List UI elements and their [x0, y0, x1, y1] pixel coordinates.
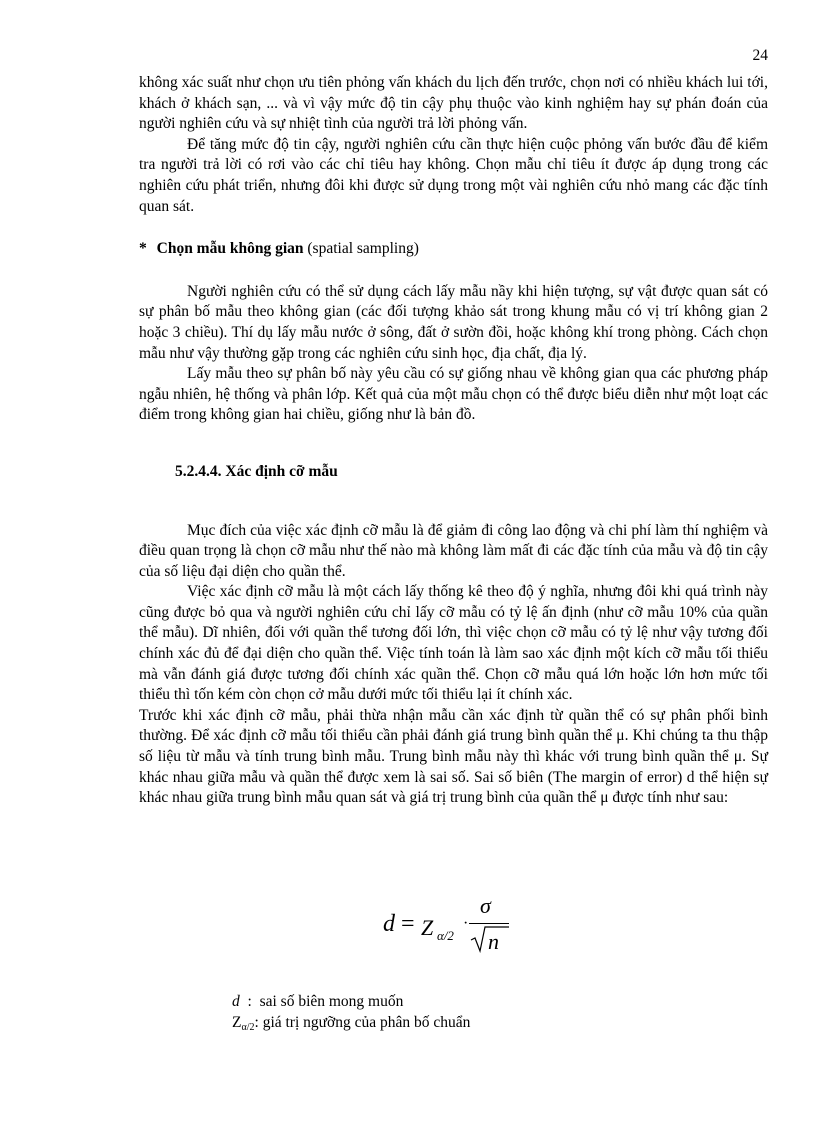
- paragraph-sample-size-3: Trước khi xác định cỡ mẫu, phải thừa nhận mẫu cần xác định từ quần thể có sự phân phối bình thường. Để xác định cỡ mẫu tối thiểu cần phải đánh giá trung bình quần thể μ. Khi chúng ta thu thập số liệu từ mẫu và tính trung bình mẫu. Trung bình mẫu này thì khác với trung bình quần thể μ. Sự khác nhau giữa mẫu và quần thể được xem là sai số. Sai số biên (The margin of error) d thể hiện sự khác nhau giữa trung bình mẫu quan sát và giá trị trung bình của quần thể μ được tính như sau:: [139, 706, 768, 807]
- definition-z: [232, 1012, 470, 1038]
- formula-denominator-sqrt: [469, 925, 509, 953]
- formula-equals: =: [401, 911, 415, 937]
- body-text: [139, 73, 768, 809]
- spatial-sampling-heading: [139, 239, 768, 260]
- formula-z-subscript: α/2: [437, 928, 454, 943]
- formula-numerator: σ: [480, 893, 491, 918]
- definition-subscript: α/2: [241, 1022, 255, 1033]
- paragraph-spatial-1: Người nghiên cứu có thể sử dụng cách lấy mẫu nầy khi hiện tượng, sự vật được quan sát có sự phân bố mẫu theo không gian (các đối tượng khảo sát trong khung mẫu có vị trí không gian 2 hoặc 3 chiều). Thí dụ lấy mẫu nước ở sông, đất ở sườn đồi, hoặc không khí trong phòng. Cách chọn mẫu như vậy thường gặp trong các nghiên cứu sinh học, địa chất, địa lý.: [139, 282, 768, 362]
- page-number: 24: [752, 47, 768, 64]
- spatial-heading-english: (spatial sampling): [303, 240, 419, 258]
- formula-z: Z: [421, 915, 434, 940]
- symbol-definitions: [232, 991, 470, 1038]
- formula-lhs: d: [383, 911, 395, 937]
- paragraph-sample-size-2: Việc xác định cỡ mẫu là một cách lấy thống kê theo độ ý nghĩa, nhưng đôi khi quá trình này cũng được bỏ qua và người nghiên cứu chỉ lấy cỡ mẫu có tỷ lệ ấn định (như cỡ mẫu 10% của quần thể mẫu). Dĩ nhiên, đối với quần thể tương đối lớn, thì việc chọn cỡ mẫu có tỷ lệ như vậy tương đối chính xác đủ để đại diện cho quần thể. Việc tính toán là làm sao xác định một kích cỡ mẫu tối thiểu mà vẫn đánh giá được tương đối chính xác quần thể. Chọn cỡ mẫu quá lớn hoặc lớn hơn mức tối thiểu thì tốn kém còn chọn cở mẫu dưới mức tối thiểu lại ít chính xác.: [139, 583, 768, 704]
- definition-symbol: d: [232, 993, 240, 1010]
- heading-bullet: *: [139, 240, 147, 258]
- margin-of-error-formula: [383, 893, 523, 953]
- definition-separator: :: [239, 993, 260, 1010]
- sample-size-heading: 5.2.4.4. Xác định cỡ mẫu: [175, 462, 338, 480]
- fraction-bar: [469, 923, 509, 924]
- definition-separator: :: [254, 1014, 263, 1031]
- paragraph-spatial-2: Lấy mẫu theo sự phân bố này yêu cầu có sự giống nhau về không gian qua các phương pháp ngẫu nhiên, hệ thống và phân lớp. Kết quả của một mẫu chọn có thể được biểu diễn như một loạt các điểm trong không gian hai chiều, giống như là bản đồ.: [139, 365, 768, 424]
- formula-denominator: n: [488, 929, 499, 953]
- definition-d: [232, 991, 470, 1012]
- paragraph-sample-size-1: Mục đích của việc xác định cỡ mẫu là để giảm đi công lao động và chi phí làm thí nghiệm và điều quan trọng là chọn cỡ mẫu như thế nào mà không làm mất đi các đặc tính của mẫu và độ tin cậy của số liệu đại diện cho quần thể.: [139, 521, 768, 580]
- formula-dot: ·: [463, 915, 469, 932]
- definition-text: giá trị ngưỡng của phân bố chuẩn: [262, 1014, 471, 1031]
- definition-text: sai số biên mong muốn: [259, 993, 404, 1010]
- paragraph-reliability: Để tăng mức độ tin cậy, người nghiên cứu cần thực hiện cuộc phỏng vấn bước đầu để kiểm tra người trả lời có rơi vào các chỉ tiêu hay không. Chọn mẫu chỉ tiêu ít được áp dụng trong các nghiên cứu phát triển, nhưng đôi khi được sử dụng trong một vài nghiên cứu nhỏ mang các đặc tính quan sát.: [139, 135, 768, 215]
- spatial-heading-title: Chọn mẫu không gian: [156, 240, 304, 258]
- definition-symbol: Z: [232, 1014, 242, 1031]
- paragraph-continuation: không xác suất như chọn ưu tiên phỏng vấn khách du lịch đến trước, chọn nơi có nhiều khách lui tới, khách ở khách sạn, ... và vì vậy mức độ tin cậy phụ thuộc vào kinh nghiệm hay sự phán đoán của người nghiên cứu và sự nhiệt tình của người trả lời phỏng vấn.: [139, 74, 768, 133]
